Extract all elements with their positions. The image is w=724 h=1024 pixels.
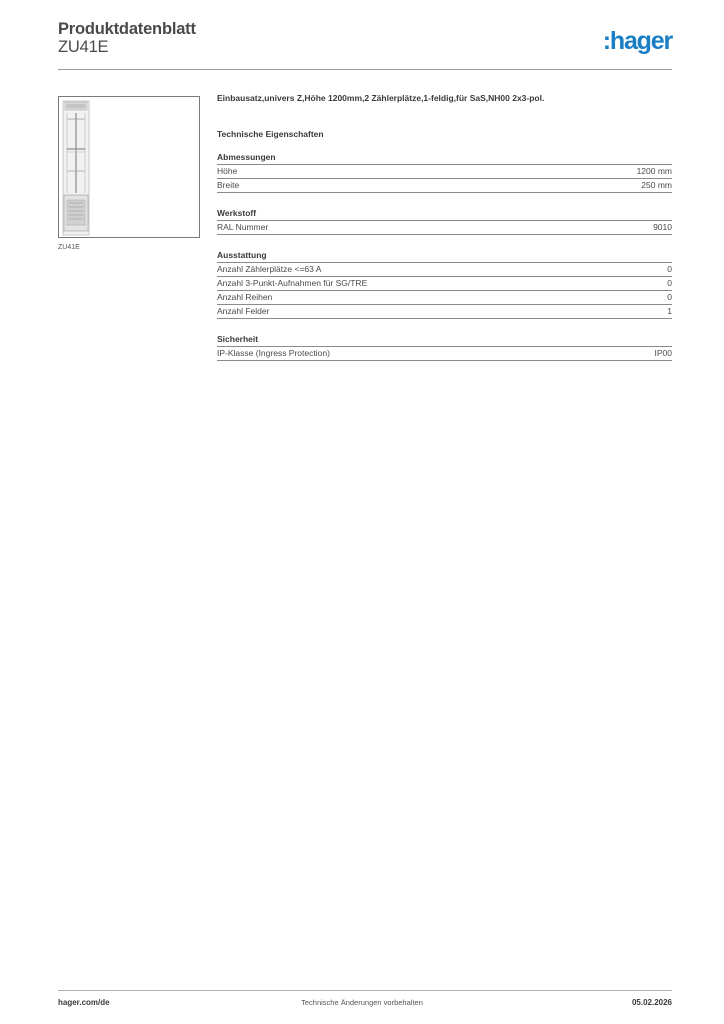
property-row xyxy=(217,305,672,319)
property-value: 1 xyxy=(667,306,672,316)
property-row xyxy=(217,165,672,179)
footer-website-link[interactable]: hager.com/de xyxy=(58,998,110,1007)
footer-disclaimer: Technische Änderungen vorbehalten xyxy=(301,998,423,1007)
hager-logo: :hager xyxy=(602,27,672,55)
section-werkstoff xyxy=(217,208,672,235)
footer-divider xyxy=(58,990,672,991)
property-value: 0 xyxy=(667,278,672,288)
property-value: 250 mm xyxy=(641,180,672,190)
property-value: IP00 xyxy=(654,348,672,358)
product-code: ZU41E xyxy=(58,38,109,56)
section-ausstattung xyxy=(217,250,672,319)
property-row xyxy=(217,221,672,235)
property-value: 0 xyxy=(667,292,672,302)
property-row xyxy=(217,263,672,277)
section-title: Werkstoff xyxy=(217,208,672,221)
property-value: 9010 xyxy=(653,222,672,232)
product-image xyxy=(58,96,200,238)
property-label: Anzahl Zählerplätze <=63 A xyxy=(217,264,322,274)
footer-date: 05.02.2026 xyxy=(631,998,672,1007)
property-value: 0 xyxy=(667,264,672,274)
content-area xyxy=(217,93,672,361)
section-abmessungen xyxy=(217,152,672,193)
property-row xyxy=(217,277,672,291)
section-title: Abmessungen xyxy=(217,152,672,165)
section-title: Ausstattung xyxy=(217,250,672,263)
image-caption: ZU41E xyxy=(58,244,80,251)
section-sicherheit xyxy=(217,334,672,361)
header-divider xyxy=(58,69,672,70)
product-illustration xyxy=(59,97,199,237)
page-title: Produktdatenblatt xyxy=(58,20,196,38)
technical-properties-heading: Technische Eigenschaften xyxy=(217,129,324,139)
property-label: IP-Klasse (Ingress Protection) xyxy=(217,348,330,358)
property-row xyxy=(217,179,672,193)
property-label: Anzahl 3-Punkt-Aufnahmen für SG/TRE xyxy=(217,278,368,288)
property-label: Breite xyxy=(217,180,240,190)
property-row xyxy=(217,291,672,305)
section-title: Sicherheit xyxy=(217,334,672,347)
property-label: Höhe xyxy=(217,166,238,176)
property-label: Anzahl Felder xyxy=(217,306,270,316)
property-value: 1200 mm xyxy=(636,166,672,176)
product-description: Einbausatz,univers Z,Höhe 1200mm,2 Zählerplätze,1-feldig,für SaS,NH00 2x3-pol. xyxy=(217,93,545,103)
property-label: RAL Nummer xyxy=(217,222,269,232)
property-row xyxy=(217,347,672,361)
property-label: Anzahl Reihen xyxy=(217,292,273,302)
